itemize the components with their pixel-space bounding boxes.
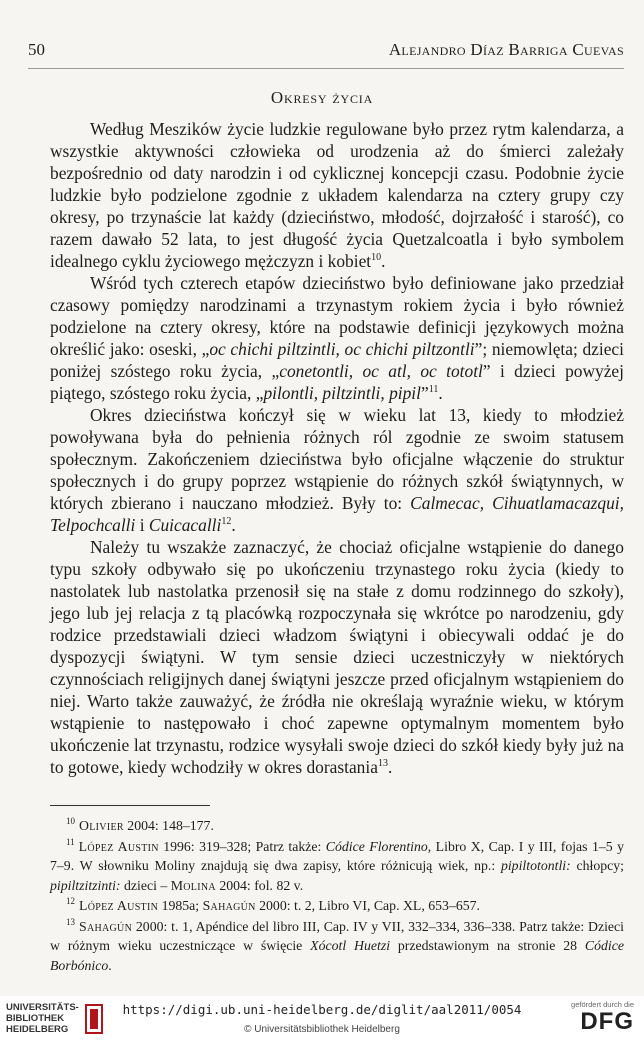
- footnote-10: $^{10}$ Olivier 2004: 148–177.: [66, 816, 214, 833]
- footnote-11: $^{11}$ López Austin 1996: 319–328; Patrz także: Códice Florentino, Libro X, Cap. I y III, fojas 1–5 y 7–9. W słowniku Moliny znajdują się dwa zapisy, które różnicują wiek, np.: pipiltotontli: chłopcy; pipiltzitzinti: dzieci – Molina 2004: fol. 82 v.: [50, 836, 624, 893]
- footnote-ref-11[interactable]: 11: [428, 384, 439, 396]
- running-header: [28, 40, 624, 69]
- section-title: Okresy życia: [270, 88, 374, 107]
- paragraph-1: Według Meszików życie ludzkie regulowane było przez rytm kalendarza, a wszystkie aktywności człowieka od urodzenia aż do śmierci zależały bezpośrednio od daty narodzin i od cyklicznej koncepcji czasu. Podobnie życie ludzkie było podzielone zgodnie z układem kalendarza na cztery grupy czy okresy, po trzynaście lat każdy (dzieciństwo, młodość, dojrzałość i starość), co razem dawało 52 lata, to jest długość życia Quetzalcoatla i było symbolem idealnego cyklu życiowego mężczyzn i kobiet$^{10}$.: [50, 119, 624, 271]
- paragraph-2: Wśród tych czterech etapów dzieciństwo było definiowane jako przedział czasowy pomiędzy narodzinami a trzynastym rokiem życia i było również podzielone na cztery okresy, które na podstawie definicji językowych można określić jako: oseski, „oc chichi piltzintli, oc chichi piltzontli”; niemowlęta; dzieci poniżej szóstego roku życia, „conetontli, oc atl, oc tototl” i dzieci powyżej piątego, szóstego roku życia, „pilontli, piltzintli, pipil”$^{11}$.: [50, 273, 624, 403]
- footnote-13: $^{13}$ Sahagún 2000: t. 1, Apéndice del libro III, Cap. IV y VII, 332–334, 336–338. Patrz także: Dzieci w różnym wieku uczestniczące w święcie Xócotl Huetzi przedstawionym na stronie 28 Códice Borbónico.: [50, 916, 624, 973]
- page-number: 50: [28, 40, 45, 59]
- footnote-divider: [50, 805, 210, 806]
- running-head-author: Alejandro Díaz Barriga Cuevas: [388, 40, 624, 59]
- viewer-footer: [0, 996, 644, 1044]
- paragraph-4: Należy tu wszakże zaznaczyć, że chociaż oficjalne wstąpienie do danego typu szkoły odbywało się po ukończeniu trzynastego roku życia (kiedy to nastolatek lub nastolatka przenosił się na stałe z domu rodzinnego do szkoły), jego lub jej relacja z tą placówką rozpoczynała się wkrótce po narodzeniu, gdy rodzice przedstawiali dzieci władzom świątyni i obiecywali oddać je do dyspozycji świątyni. W tym sensie dzieci uczestniczyły w niektórych czynnościach religijnych danej świątyni jeszcze przed oficjalnym wstąpieniem do niej. Warto także zauważyć, że źródła nie określają wyraźnie wieku, w którym wstąpienie to następowało i choć zapewne optymalnym momentem było ukończenie lat trzynastu, rodzice wysyłali swoje dzieci do szkół kiedy były już na to gotowe, kiedy wchodziły w okres dorastania$^{13}$.: [50, 537, 624, 777]
- footnote-ref-12[interactable]: 12: [221, 516, 232, 528]
- footnotes: [50, 816, 624, 976]
- footnote-ref-13[interactable]: 13: [377, 758, 388, 770]
- library-name: UNIVERSITÄTS- BIBLIOTHEK HEIDELBERG: [6, 1002, 79, 1035]
- body-text: [50, 118, 624, 778]
- funder-logo[interactable]: gefördert durch die DFG: [571, 1000, 634, 1035]
- permalink-url[interactable]: https://digi.ub.uni-heidelberg.de/diglit/aal2011/0054: [122, 1002, 522, 1017]
- paragraph-3: Okres dzieciństwa kończył się w wieku lat 13, kiedy to młodzież powoływana była do pełnienia różnych ról zgodnie ze swoim statusem społecznym. Zakończeniem dzieciństwa było oficjalne włączenie do struktur społecznych i do grupy poprzez wstąpienie do różnych szkół świątynnych, w których zbierano i nauczano młodzież. Były to: Calmecac, Cihuatlamacazqui, Telpochcalli i Cuicacalli$^{12}$.: [50, 405, 624, 535]
- footnote-12: $^{12}$ López Austin 1985a; Sahagún 2000: t. 2, Libro VI, Cap. XL, 653–657.: [66, 896, 481, 913]
- copyright-notice: © Universitätsbibliothek Heidelberg: [244, 1024, 400, 1035]
- footnote-ref-10[interactable]: 10: [371, 252, 382, 264]
